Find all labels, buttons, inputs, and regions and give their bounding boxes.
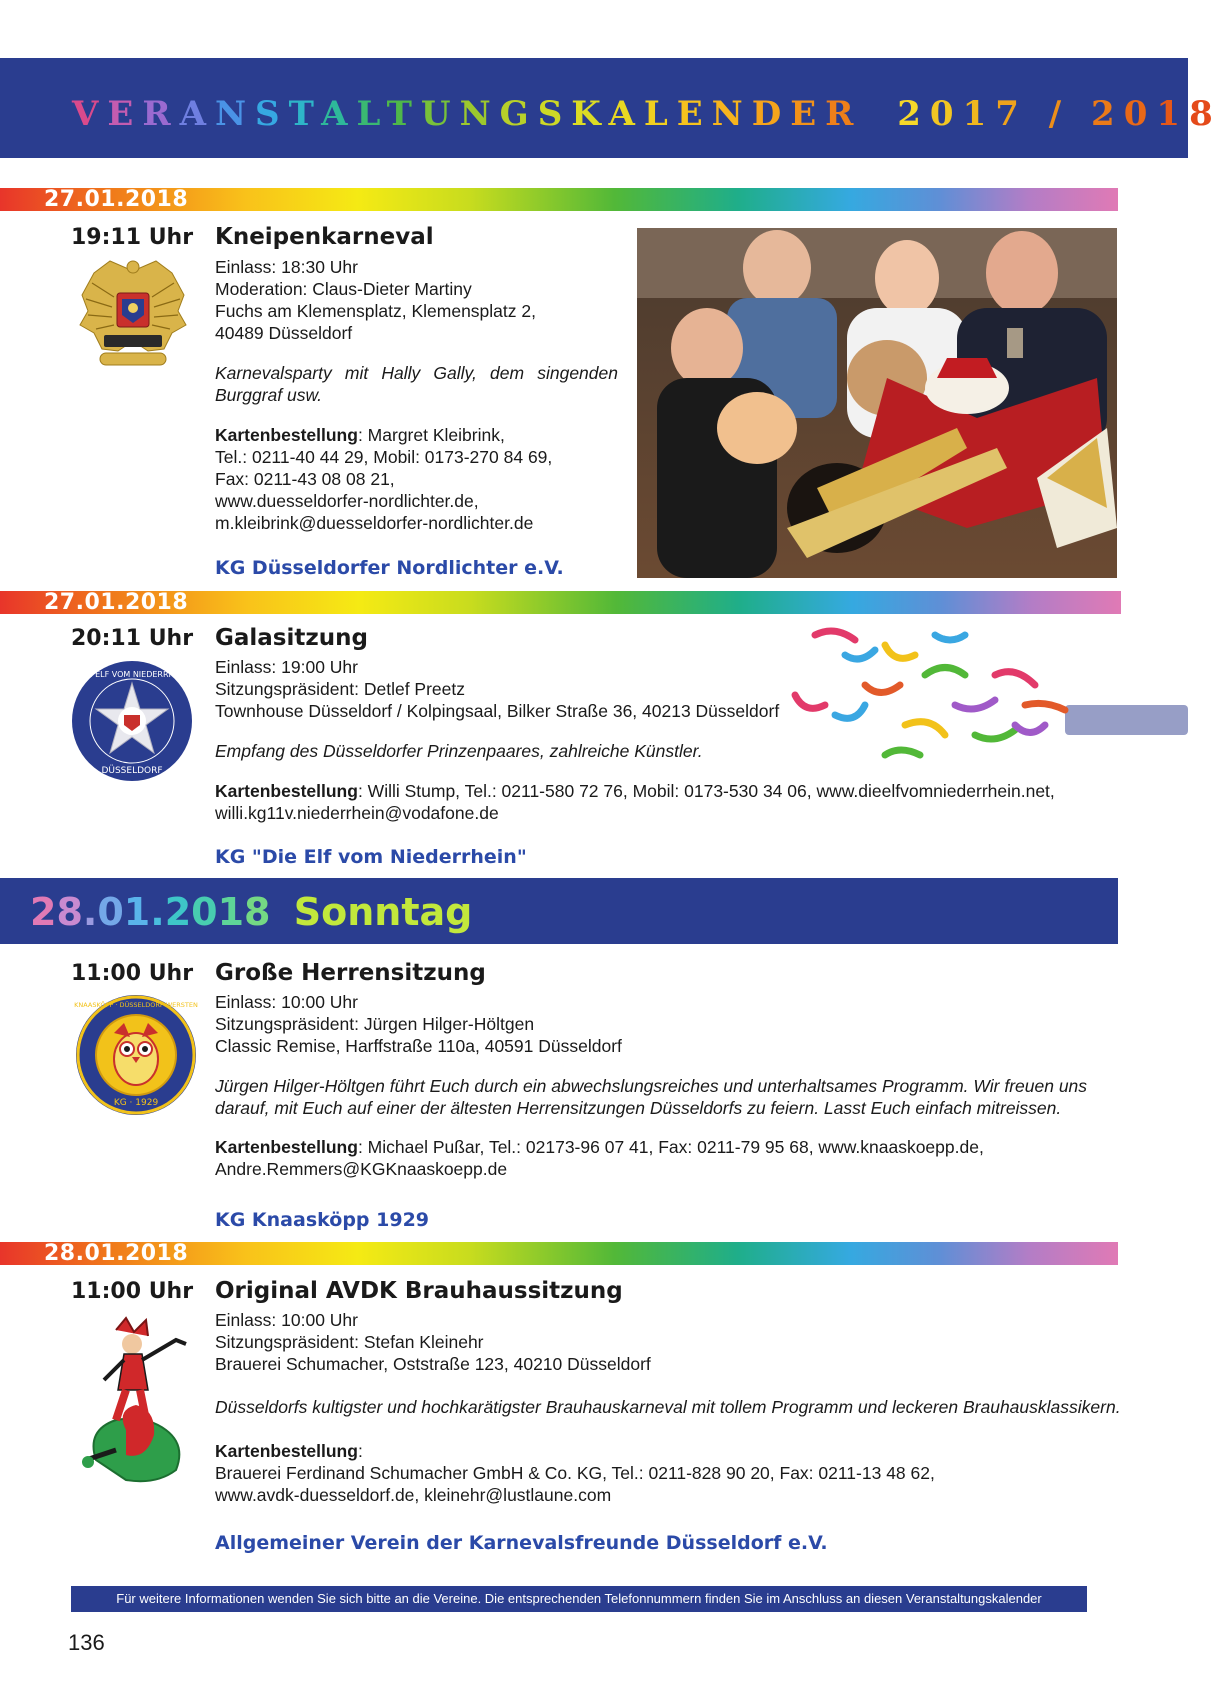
order-text: : (357, 1441, 363, 1461)
detail-line: Sitzungspräsident: Detlef Preetz (215, 679, 465, 699)
logo-ring-bottom: KG · 1929 (113, 1098, 159, 1108)
title-letter (1070, 94, 1091, 134)
event-time: 11:00 Uhr (71, 961, 194, 986)
sunday-day: Sonntag (293, 890, 473, 934)
event-time: 20:11 Uhr (71, 626, 194, 651)
ticket-order (215, 780, 1055, 824)
star-badge-icon (70, 659, 194, 783)
title-letter: V (72, 94, 108, 134)
event-time: 11:00 Uhr (71, 1279, 194, 1304)
order-line: Brauerei Ferdinand Schumacher GmbH & Co. KG, Tel.: 0211-828 90 20, Fax: 0211-13 48 62, (215, 1463, 935, 1483)
event-description: Empfang des Düsseldorfer Prinzenpaares, zahlreiche Künstler. (215, 741, 703, 761)
title-letter: 8 (1189, 94, 1222, 134)
event-title: Große Herrensitzung (215, 960, 486, 986)
title-letter: D (751, 94, 791, 134)
order-line: Andre.Remmers@KGKnaaskoepp.de (215, 1159, 508, 1179)
title-letter: R (142, 94, 180, 134)
sunday-date-heading (30, 884, 472, 940)
title-years (897, 94, 1221, 134)
event-time: 19:11 Uhr (71, 225, 194, 250)
title-letter: A (179, 94, 215, 134)
title-letter: E (107, 94, 143, 134)
ticket-order (215, 424, 552, 534)
club-name: KG Düsseldorfer Nordlichter e.V. (215, 557, 564, 579)
title-letter: / (1048, 94, 1071, 134)
title-word (72, 94, 862, 134)
order-label: Kartenbestellung (215, 1137, 358, 1157)
event-details (215, 256, 536, 344)
detail-line: Townhouse Düsseldorf / Kolpingsaal, Bilker Straße 36, 40213 Düsseldorf (215, 701, 780, 721)
detail-line: Classic Remise, Harffstraße 110a, 40591 Düsseldorf (215, 1036, 622, 1056)
logo-ring-top: KNAASKÖPP · DÜSSELDORF-WERSTEN (74, 1001, 198, 1009)
event-description: Karnevalsparty mit Hally Gally, dem singenden Burggraf usw. (215, 363, 618, 405)
event-details (215, 1309, 651, 1375)
title-letter: G (499, 94, 538, 134)
detail-line: Einlass: 10:00 Uhr (215, 1310, 358, 1330)
title-letter: S (255, 94, 289, 134)
title-letter: 7 (995, 94, 1028, 134)
title-letter: 1 (962, 94, 996, 134)
detail-line: Einlass: 10:00 Uhr (215, 992, 358, 1012)
detail-line: Sitzungspräsident: Stefan Kleinehr (215, 1332, 484, 1352)
detail-line: Einlass: 19:00 Uhr (215, 657, 358, 677)
club-name: KG "Die Elf vom Niederrhein" (215, 846, 527, 868)
event-date: 27.01.2018 (44, 187, 189, 212)
event-details (215, 991, 622, 1057)
order-line: m.kleibrink@duesseldorfer-nordlichter.de (215, 513, 534, 533)
order-label: Kartenbestellung (215, 1441, 358, 1461)
page-number: 136 (68, 1630, 105, 1655)
title-letter: A (321, 94, 357, 134)
title-letter: S (537, 94, 572, 134)
event-title: Original AVDK Brauhaussitzung (215, 1278, 623, 1304)
order-text: : Margret Kleibrink, (357, 425, 505, 445)
sunday-date-letter: 1 (123, 890, 151, 934)
event-details (215, 656, 779, 722)
title-letter: 2 (1091, 94, 1124, 134)
title-letter: K (571, 94, 609, 134)
title-letter: R (825, 94, 863, 134)
title-letter: L (643, 94, 677, 134)
title-letter: 2 (897, 94, 930, 134)
detail-line: 40489 Düsseldorf (215, 323, 353, 343)
detail-line: Brauerei Schumacher, Oststraße 123, 40210 Düsseldorf (215, 1354, 651, 1374)
title-letter: A (608, 94, 644, 134)
order-label: Kartenbestellung (215, 425, 358, 445)
title-letter: T (288, 94, 322, 134)
sunday-date (30, 890, 271, 934)
sunday-date-letter: 2 (30, 890, 57, 934)
logo-ring-top: K.G. ELF VOM NIEDERRHEIN (76, 670, 188, 679)
logo-ring-bottom: DÜSSELDORF (101, 766, 163, 776)
title-letter: T (386, 94, 421, 134)
sunday-date-letter: 8 (56, 890, 83, 934)
sunday-date-letter: 1 (217, 890, 245, 934)
title-letter (1028, 94, 1049, 134)
event-title: Kneipenkarneval (215, 224, 434, 250)
sunday-date-letter: 2 (164, 890, 192, 934)
sunday-date-letter: . (150, 890, 165, 934)
ticket-order (215, 1440, 935, 1506)
footer-info-bar: Für weitere Informationen wenden Sie sich bitte an die Vereine. Die entsprechenden Telefonnummern finden Sie im Anschluss an diesen Veranstaltungskalender (71, 1586, 1087, 1612)
eagle-crest-icon (72, 253, 194, 378)
title-letter: E (790, 94, 826, 134)
detail-line: Fuchs am Klemensplatz, Klemensplatz 2, (215, 301, 536, 321)
title-letter: L (356, 94, 387, 134)
title-letter: E (676, 94, 712, 134)
title-letter: 0 (1123, 94, 1157, 134)
confetti-popper-illustration (775, 615, 1188, 765)
event-description: Jürgen Hilger-Höltgen führt Euch durch ein abwechslungsreiches und unterhaltsames Programm. Wir freuen uns darauf, mit Euch auf einer der ältesten Herrensitzungen Düsseldorfs zu feiern. Lasst Euch einfach mitreissen. (215, 1076, 1088, 1118)
title-letter: N (459, 94, 500, 134)
sunday-date-letter: 0 (97, 890, 124, 934)
order-line: Tel.: 0211-40 44 29, Mobil: 0173-270 84 69, (215, 447, 553, 467)
sunday-date-letter: 8 (244, 890, 271, 934)
title-letter: U (420, 94, 460, 134)
event-title: Galasitzung (215, 625, 368, 651)
title-letter: N (711, 94, 752, 134)
event-date: 27.01.2018 (44, 590, 189, 615)
detail-line: Einlass: 18:30 Uhr (215, 257, 358, 277)
order-label: Kartenbestellung (215, 781, 358, 801)
detail-line: Sitzungspräsident: Jürgen Hilger-Höltgen (215, 1014, 535, 1034)
title-letter: 0 (929, 94, 963, 134)
club-name: KG Knaasköpp 1929 (215, 1209, 430, 1231)
order-line: Fax: 0211-43 08 08 21, (215, 469, 395, 489)
order-line: www.duesseldorfer-nordlichter.de, (215, 491, 479, 511)
order-text: : Willi Stump, Tel.: 0211-580 72 76, Mobil: 0173-530 34 06, www.dieelfvomniederrhein.net, (357, 781, 1055, 801)
party-crowd-photo (637, 228, 1117, 578)
club-name: Allgemeiner Verein der Karnevalsfreunde Düsseldorf e.V. (215, 1532, 828, 1554)
order-line: willi.kg11v.niederrhein@vodafone.de (215, 803, 499, 823)
owl-badge-icon (74, 993, 198, 1117)
title-letter: N (214, 94, 256, 134)
event-date: 28.01.2018 (44, 1241, 189, 1266)
jester-lion-icon (76, 1310, 198, 1485)
event-description: Düsseldorfs kultigster und hochkarätigster Brauhauskarneval mit tollem Programm und leckeren Brauhausklassikern. (215, 1397, 1121, 1417)
sunday-date-letter: . (82, 890, 98, 934)
sunday-date-letter: 0 (191, 890, 218, 934)
title-letter: 1 (1156, 94, 1190, 134)
order-line: www.avdk-duesseldorf.de, kleinehr@lustlaune.com (215, 1485, 612, 1505)
order-text: : Michael Pußar, Tel.: 02173-96 07 41, Fax: 0211-79 95 68, www.knaaskoepp.de, (357, 1137, 984, 1157)
page-title (72, 94, 1222, 134)
detail-line: Moderation: Claus-Dieter Martiny (215, 279, 472, 299)
ticket-order (215, 1136, 984, 1180)
